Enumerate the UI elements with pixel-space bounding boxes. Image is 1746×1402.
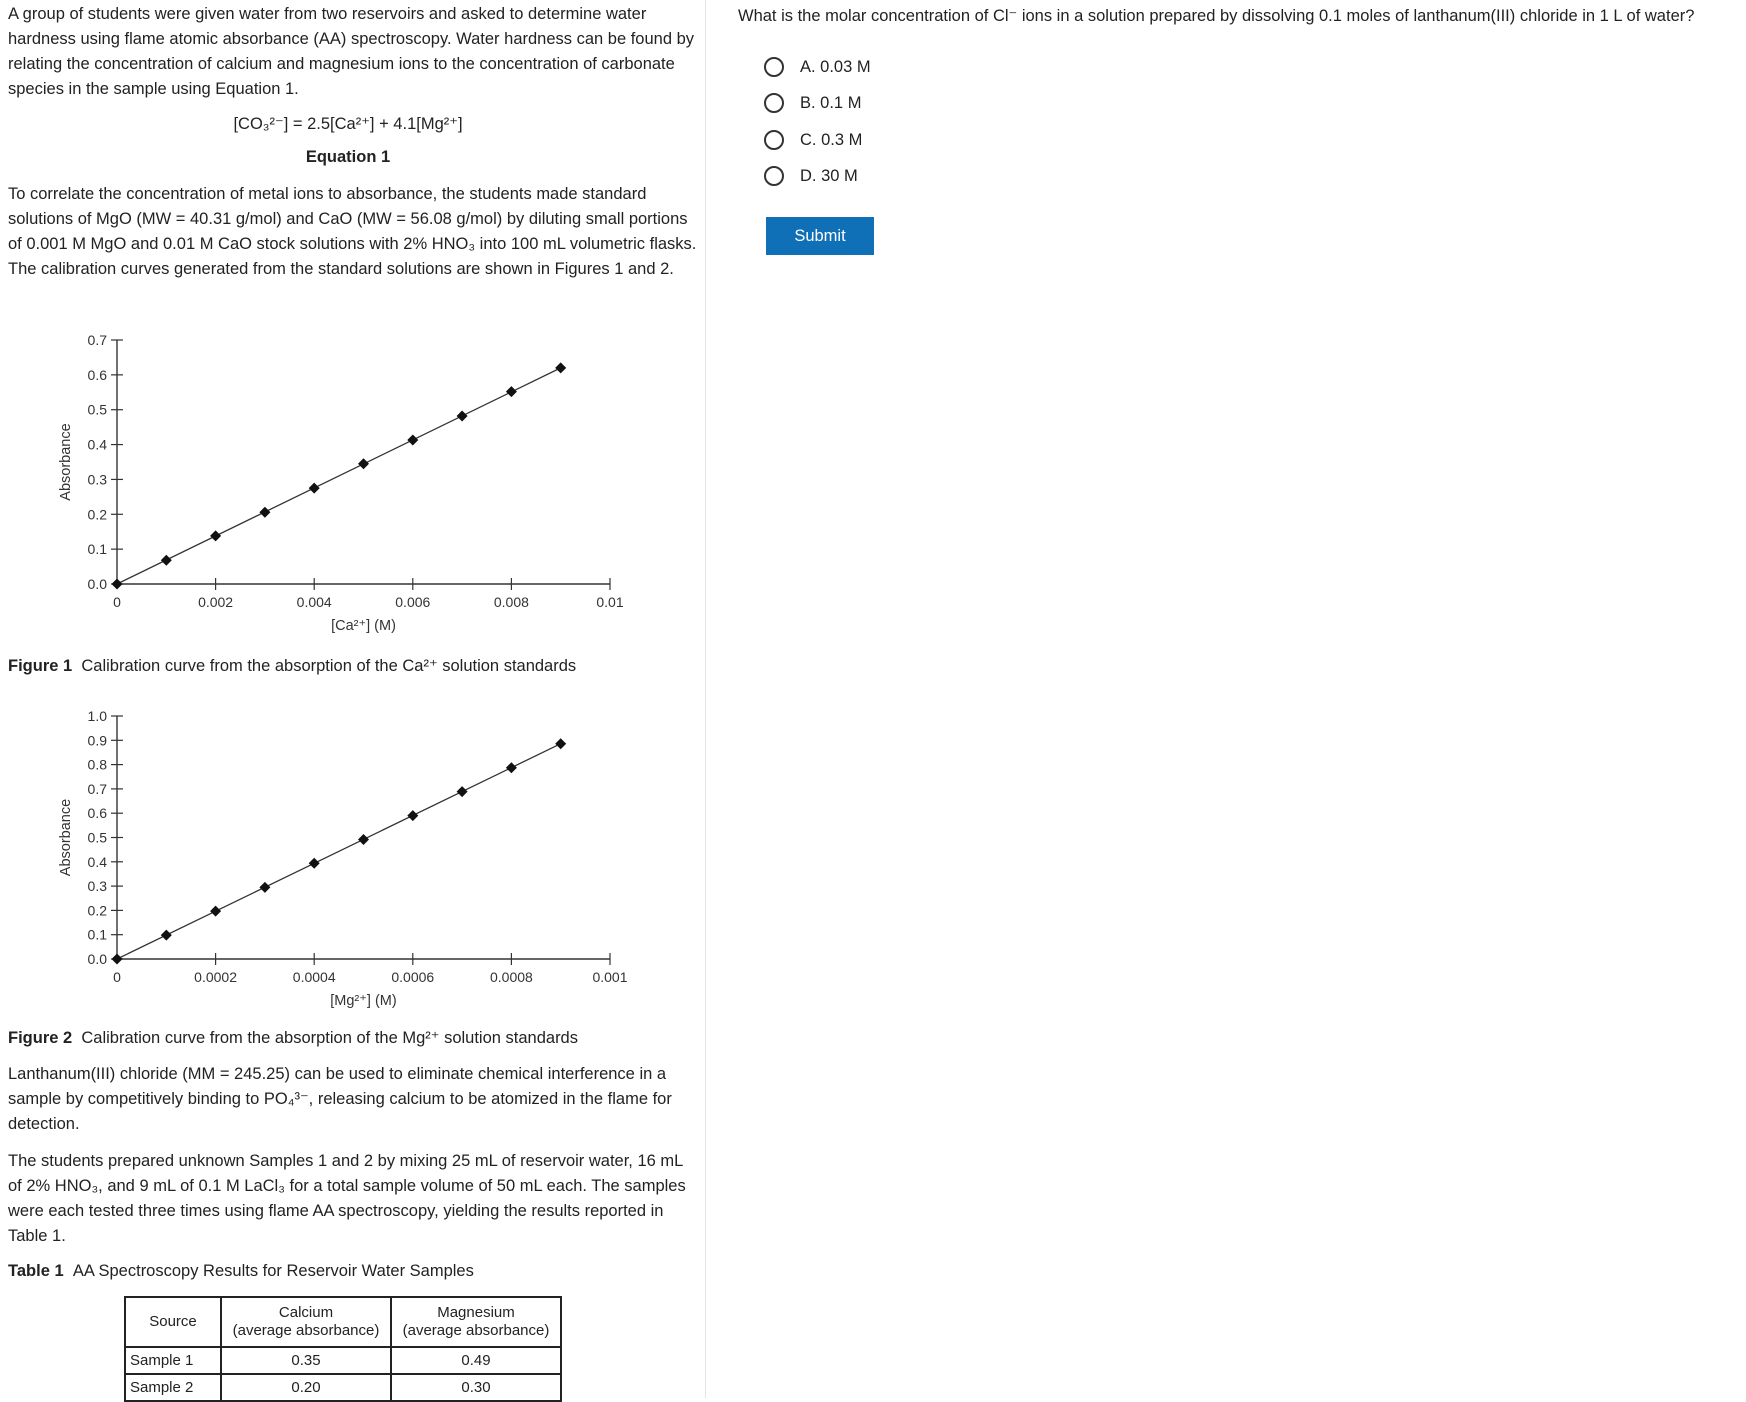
figure-2-chart <box>0 692 700 1012</box>
cell-source: Sample 2 <box>125 1374 221 1401</box>
cell-source: Sample 1 <box>125 1347 221 1374</box>
y-tick-label: 0.6 <box>87 366 107 383</box>
y-tick-label: 0.1 <box>87 541 107 558</box>
y-tick-label: 0.2 <box>87 902 107 919</box>
table-row <box>125 1374 561 1401</box>
x-tick-label: 0 <box>113 594 121 610</box>
data-point <box>259 882 270 893</box>
y-axis-label: Absorbance <box>58 423 74 501</box>
y-tick-label: 0.8 <box>87 756 107 773</box>
choice-a[interactable] <box>764 52 871 82</box>
passage-intro: A group of students were given water from two reservoirs and asked to determine water hardness using flame atomic absorbance (AA) spectroscopy. Water hardness can be found by relating the concentration of calcium and magnesium ions to the concentration of carbonate species in the sample using Equation 1. <box>8 5 695 98</box>
data-point <box>309 483 320 494</box>
figure-2-label: Figure 2 <box>8 1029 73 1047</box>
choice-b[interactable] <box>764 88 861 118</box>
data-point <box>112 579 123 590</box>
equation-label: Equation 1 <box>305 148 391 166</box>
question-stem: What is the molar concentration of Cl⁻ ions in a solution prepared by dissolving 0.1 moles of lanthanum(III) chloride in 1 L of water? <box>738 7 1695 25</box>
choice-c-label: C. 0.3 M <box>800 130 863 149</box>
header-calcium: Calcium (average absorbance) <box>221 1297 391 1347</box>
figure-1-caption <box>8 656 576 676</box>
data-point <box>457 410 468 421</box>
x-tick-label: 0.001 <box>592 969 628 985</box>
choice-c[interactable] <box>764 125 862 155</box>
fit-line <box>117 368 561 584</box>
y-tick-label: 0.4 <box>87 853 107 870</box>
x-tick-label: 0 <box>113 969 121 985</box>
x-tick-label: 0.0002 <box>194 969 238 985</box>
x-tick-label: 0.0006 <box>391 969 435 985</box>
x-tick-label: 0.004 <box>296 594 332 610</box>
data-point <box>506 386 517 397</box>
table-row <box>125 1347 561 1374</box>
fit-line <box>117 744 561 959</box>
cell-magnesium: 0.30 <box>391 1374 561 1401</box>
data-point <box>309 858 320 869</box>
passage-lanthanum: Lanthanum(III) chloride (MM = 245.25) can be used to eliminate chemical interference in a sample by competitively binding to PO₄³⁻, releasing calcium to be atomized in the flame for detection. <box>8 1065 672 1133</box>
x-axis-label: [Ca²⁺] (M) <box>331 618 396 634</box>
cell-calcium: 0.20 <box>221 1374 391 1401</box>
data-point <box>407 435 418 446</box>
data-point <box>210 530 221 541</box>
data-point <box>555 362 566 373</box>
passage-samples: The students prepared unknown Samples 1 and 2 by mixing 25 mL of reservoir water, 16 mL of 2% HNO₃, and 9 mL of 0.1 M LaCl₃ for a total sample volume of 50 mL each. The samples were each tested three times using flame AA spectroscopy, yielding the results reported in Table 1. <box>8 1152 686 1245</box>
x-tick-label: 0.002 <box>198 594 234 610</box>
table-header-row <box>125 1297 561 1347</box>
equation-1: [CO₃²⁻] = 2.5[Ca²⁺] + 4.1[Mg²⁺] <box>233 115 463 133</box>
data-point <box>161 555 172 566</box>
y-tick-label: 0.9 <box>87 732 107 749</box>
choice-b-label: B. 0.1 M <box>800 93 862 112</box>
header-magnesium: Magnesium (average absorbance) <box>391 1297 561 1347</box>
data-point <box>161 930 172 941</box>
y-tick-label: 0.2 <box>87 506 107 523</box>
y-tick-label: 1.0 <box>87 708 107 724</box>
choice-d-label: D. 30 M <box>800 166 858 185</box>
figure-2-caption <box>8 1028 578 1048</box>
y-tick-label: 0.5 <box>87 401 107 418</box>
table-1-caption <box>8 1262 474 1281</box>
y-tick-label: 0.0 <box>87 951 107 967</box>
cell-magnesium: 0.49 <box>391 1347 561 1374</box>
x-tick-label: 0.006 <box>395 594 431 610</box>
choice-a-label: A. 0.03 M <box>800 57 871 76</box>
radio-button[interactable] <box>764 57 784 77</box>
x-tick-label: 0.0008 <box>489 969 533 985</box>
y-tick-label: 0.1 <box>87 926 107 943</box>
passage-standards: To correlate the concentration of metal ions to absorbance, the students made standard solutions of MgO (MW = 40.31 g/mol) and CaO (MW = 56.08 g/mol) by diluting small portions of 0.001 M MgO and 0.01 M CaO stock solutions with 2% HNO₃ into 100 mL volumetric flasks. The calibration curves generated from the standard solutions are shown in Figures 1 and 2. <box>8 185 697 278</box>
data-point <box>112 954 123 965</box>
y-tick-label: 0.6 <box>87 805 107 822</box>
figure-1-chart <box>0 320 700 640</box>
pane-divider <box>705 0 706 1398</box>
submit-button[interactable]: Submit <box>766 217 874 255</box>
passage-pane <box>0 0 700 1398</box>
radio-button[interactable] <box>764 130 784 150</box>
x-tick-label: 0.0004 <box>292 969 336 985</box>
y-axis-label: Absorbance <box>58 798 74 877</box>
data-point <box>259 507 270 518</box>
table-1-caption-text: AA Spectroscopy Results for Reservoir Water Samples <box>72 1262 474 1280</box>
figure-1-caption-text: Calibration curve from the absorption of the Ca²⁺ solution standards <box>81 657 577 675</box>
x-axis-label: [Mg²⁺] (M) <box>330 993 397 1009</box>
y-tick-label: 0.7 <box>87 332 107 348</box>
data-point <box>407 810 418 821</box>
data-point <box>555 738 566 749</box>
cell-calcium: 0.35 <box>221 1347 391 1374</box>
figure-1-label: Figure 1 <box>8 657 73 675</box>
y-tick-label: 0.3 <box>87 878 107 895</box>
y-tick-label: 0.3 <box>87 471 107 488</box>
y-tick-label: 0.4 <box>87 436 107 453</box>
figure-2-caption-text: Calibration curve from the absorption of the Mg²⁺ solution standards <box>81 1029 578 1047</box>
data-point <box>506 762 517 773</box>
choice-d[interactable] <box>764 161 858 191</box>
x-tick-label: 0.008 <box>493 594 529 610</box>
y-tick-label: 0.7 <box>87 780 107 797</box>
data-point <box>457 786 468 797</box>
table-1-label: Table 1 <box>8 1262 64 1280</box>
data-point <box>358 834 369 845</box>
data-point <box>358 458 369 469</box>
radio-button[interactable] <box>764 166 784 186</box>
y-tick-label: 0.5 <box>87 829 107 846</box>
header-source: Source <box>125 1297 221 1347</box>
x-tick-label: 0.01 <box>596 594 624 610</box>
data-point <box>210 906 221 917</box>
results-table <box>124 1296 562 1402</box>
question-pane <box>738 0 1746 1398</box>
radio-button[interactable] <box>764 93 784 113</box>
y-tick-label: 0.0 <box>87 576 107 592</box>
